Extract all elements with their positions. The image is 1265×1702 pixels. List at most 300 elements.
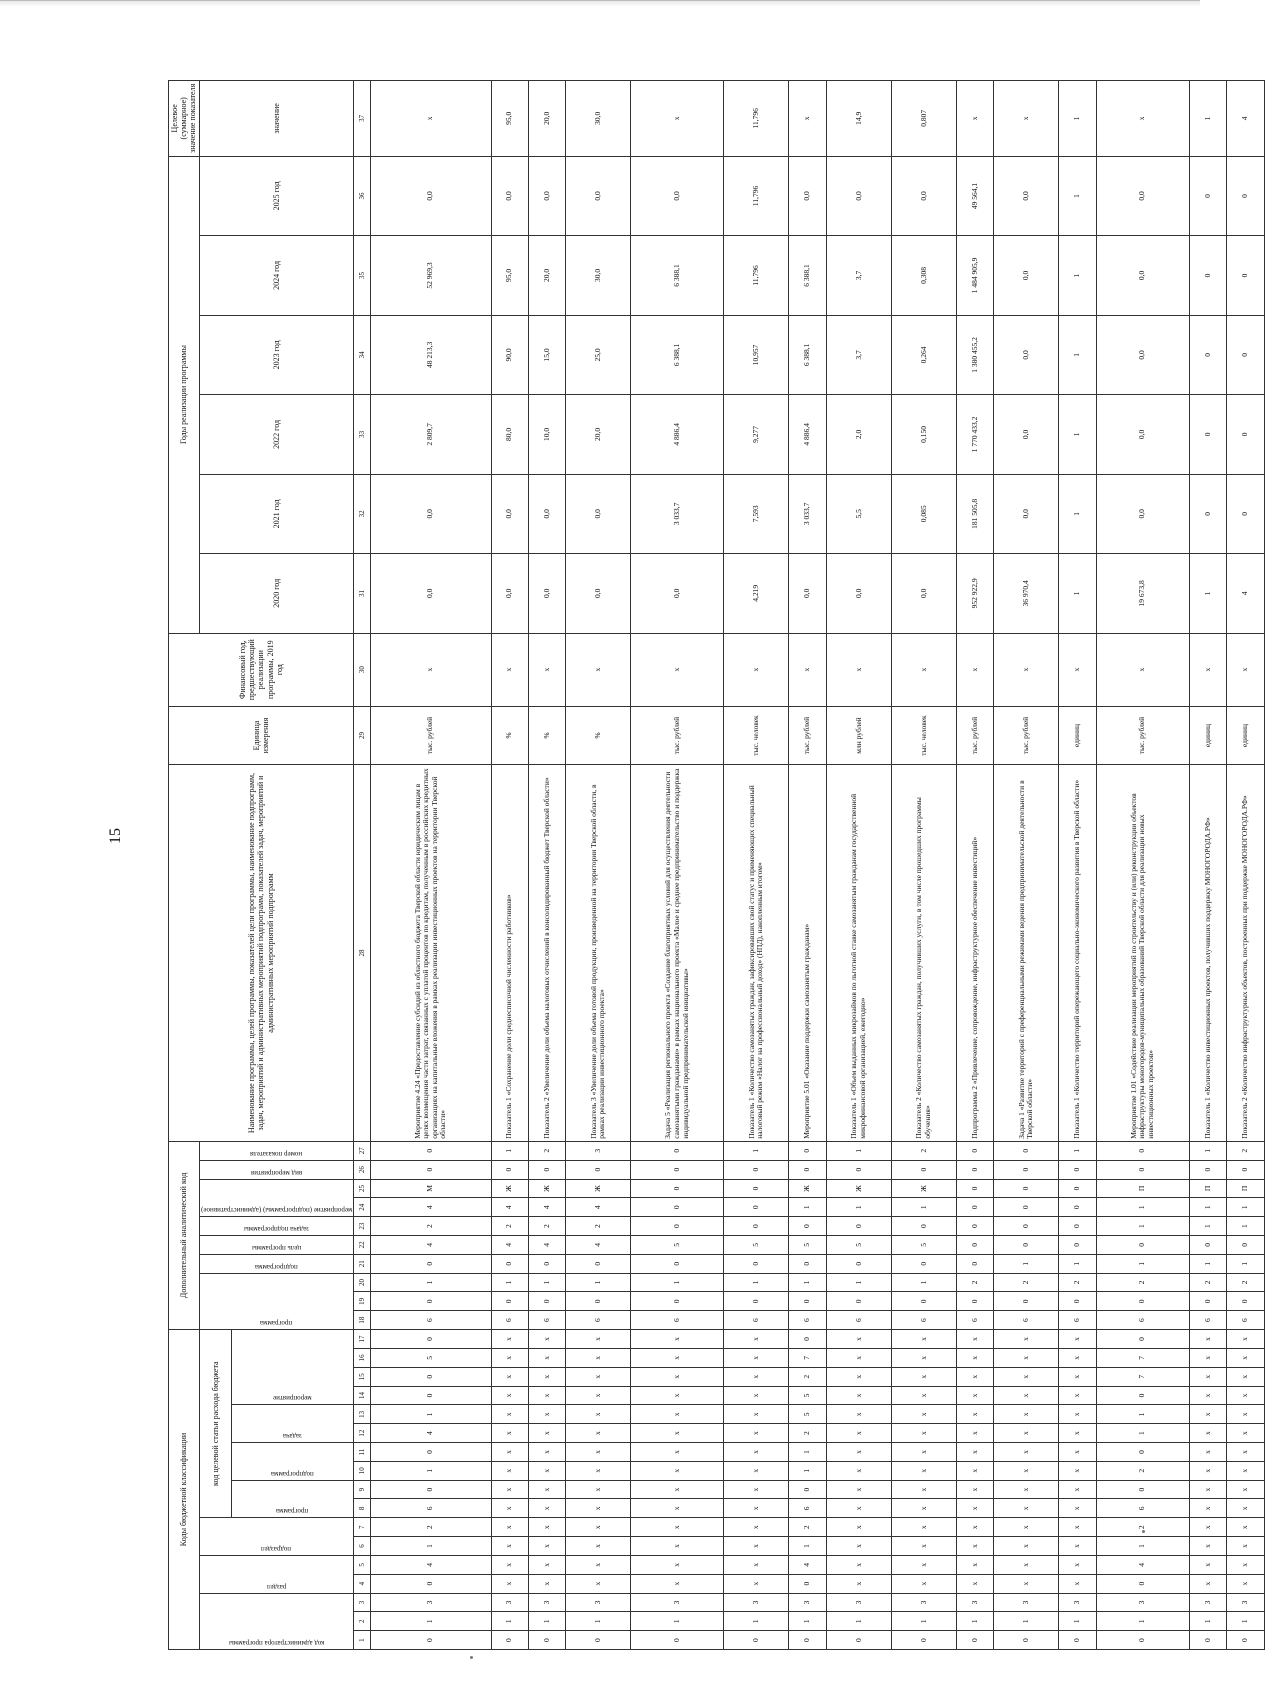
code-cell: 5 (891, 1235, 956, 1254)
code-cell: 1 (789, 1461, 826, 1480)
header-section: раздел (199, 1555, 353, 1593)
code-cell: 1 (994, 1254, 1059, 1273)
year-value: 4 886,4 (789, 395, 826, 474)
code-cell: х (491, 1424, 528, 1443)
year-value: 0,0 (491, 554, 528, 633)
code-cell: х (528, 1405, 565, 1424)
code-cell: Ж (826, 1179, 891, 1198)
code-cell: 0 (631, 1198, 724, 1217)
code-cell: 1 (1227, 1198, 1264, 1217)
row-base-year: х (1059, 633, 1096, 706)
header-activity: мероприятие (232, 1330, 354, 1405)
year-value: 0,0 (528, 554, 565, 633)
table-row (371, 81, 492, 1650)
header-admin: код администратора программы (199, 1593, 353, 1649)
code-cell: 0 (631, 1141, 724, 1160)
code-cell: 1 (891, 1612, 956, 1631)
code-cell: 5 (631, 1235, 724, 1254)
code-cell: х (1059, 1330, 1096, 1349)
row-name: Показатель 1 «Сохранение доли среднесписочной численности работников» (491, 765, 528, 1141)
code-cell: х (994, 1574, 1059, 1593)
year-value: 0,0 (528, 474, 565, 553)
row-target-value: 0,807 (891, 81, 956, 157)
row-target-value: х (789, 81, 826, 157)
code-cell: 0 (1227, 1160, 1264, 1179)
year-value: 1 (1059, 554, 1096, 633)
year-value: 0,0 (371, 474, 492, 553)
year-value: 0,0 (1096, 156, 1189, 236)
code-cell: 1 (826, 1273, 891, 1292)
code-cell: 0 (789, 1631, 826, 1650)
table-row (631, 81, 724, 1650)
year-value: 0,308 (891, 236, 956, 315)
code-cell: Ж (789, 1179, 826, 1198)
code-cell: 0 (631, 1179, 724, 1198)
code-cell: 0 (371, 1574, 492, 1593)
header-target-article: код целевой статьи расхода бюджета (199, 1330, 231, 1518)
code-cell: х (724, 1480, 789, 1499)
code-cell: х (1059, 1480, 1096, 1499)
code-cell: 4 (371, 1424, 492, 1443)
code-cell: 4 (528, 1235, 565, 1254)
table-row (1227, 81, 1264, 1650)
header-target-value: значение (199, 81, 353, 157)
code-cell: 0 (789, 1480, 826, 1499)
row-target-value: 20,0 (528, 81, 565, 157)
code-cell: 0 (724, 1292, 789, 1311)
table-row (994, 81, 1059, 1650)
code-cell: х (528, 1443, 565, 1462)
year-value: 0,0 (1096, 474, 1189, 553)
year-value: 0 (1189, 156, 1226, 236)
code-cell: 1 (1189, 1198, 1226, 1217)
year-value: 181 505,8 (957, 474, 994, 553)
code-cell: 3 (1189, 1593, 1226, 1612)
code-cell: 0 (1059, 1235, 1096, 1254)
code-cell: 0 (1096, 1480, 1189, 1499)
code-cell: 2 (1227, 1141, 1264, 1160)
code-cell: 6 (491, 1311, 528, 1330)
code-cell: х (724, 1405, 789, 1424)
year-value: 6 388,1 (631, 315, 724, 394)
code-cell: х (631, 1461, 724, 1480)
code-cell: 0 (994, 1198, 1059, 1217)
row-unit: единиц (1059, 706, 1096, 765)
code-cell: х (1059, 1349, 1096, 1368)
code-cell: х (994, 1518, 1059, 1537)
code-cell: 3 (528, 1593, 565, 1612)
code-cell: х (994, 1330, 1059, 1349)
row-name: Показатель 2 «Количество самозанятых граждан, получивших услуги, в том числе прошедших программы обучения» (891, 765, 956, 1141)
code-cell: 1 (789, 1198, 826, 1217)
code-cell: 0 (994, 1292, 1059, 1311)
code-cell: х (491, 1386, 528, 1405)
code-cell: х (891, 1443, 956, 1462)
code-cell: Ж (566, 1179, 631, 1198)
code-cell: х (491, 1330, 528, 1349)
code-cell: х (994, 1349, 1059, 1368)
row-unit: тыс. рублей (631, 706, 724, 765)
column-number: 12 (354, 1424, 371, 1443)
column-number: 16 (354, 1349, 371, 1368)
code-cell: х (1189, 1518, 1226, 1537)
row-name: Показатель 3 «Увеличение доли объема готовой продукции, произведенной на территории Тверской области, в рамках реализации инвестиционного проекта» (566, 765, 631, 1141)
code-cell: 0 (371, 1292, 492, 1311)
code-cell: 2 (1227, 1273, 1264, 1292)
header-program-n: программа (199, 1273, 353, 1329)
code-cell: х (1227, 1330, 1264, 1349)
header-activity-type: вид мероприятия (199, 1160, 353, 1179)
code-cell: 1 (1059, 1141, 1096, 1160)
code-cell: 0 (789, 1141, 826, 1160)
column-number: 4 (354, 1574, 371, 1593)
column-number: 36 (354, 156, 371, 236)
code-cell: 0 (371, 1480, 492, 1499)
code-cell: 0 (1227, 1631, 1264, 1650)
code-cell: х (994, 1537, 1059, 1556)
column-number: 1 (354, 1631, 371, 1650)
code-cell: 3 (371, 1593, 492, 1612)
code-cell: 0 (566, 1160, 631, 1179)
row-target-value: 1 (1189, 81, 1226, 157)
code-cell: х (724, 1499, 789, 1518)
code-cell: 4 (371, 1198, 492, 1217)
code-cell: 0 (789, 1160, 826, 1179)
code-cell: х (528, 1537, 565, 1556)
code-cell: 1 (566, 1273, 631, 1292)
code-cell: х (631, 1555, 724, 1574)
code-cell: 0 (957, 1254, 994, 1273)
header-year-2021: 2021 год (199, 474, 353, 553)
code-cell: 6 (631, 1311, 724, 1330)
code-cell: 2 (1189, 1273, 1226, 1292)
row-unit: % (491, 706, 528, 765)
code-cell: х (1059, 1461, 1096, 1480)
table-row (528, 81, 565, 1650)
code-cell: х (491, 1499, 528, 1518)
year-value: 0 (1189, 395, 1226, 474)
code-cell: х (994, 1555, 1059, 1574)
code-cell: х (566, 1537, 631, 1556)
code-cell: х (566, 1405, 631, 1424)
code-cell: 1 (631, 1612, 724, 1631)
code-cell: 2 (891, 1141, 956, 1160)
header-year-2023: 2023 год (199, 315, 353, 394)
code-cell: 0 (994, 1217, 1059, 1236)
header-year-2024: 2024 год (199, 236, 353, 315)
code-cell: х (528, 1555, 565, 1574)
row-target-value: 11,796 (724, 81, 789, 157)
column-number: 29 (354, 706, 371, 765)
code-cell: х (891, 1405, 956, 1424)
column-number: 35 (354, 236, 371, 315)
code-cell: 0 (1059, 1217, 1096, 1236)
header-task-n: цель программы (199, 1235, 353, 1254)
code-cell: 7 (789, 1349, 826, 1368)
row-target-value: х (994, 81, 1059, 157)
code-cell: 2 (1059, 1273, 1096, 1292)
code-cell: 6 (566, 1311, 631, 1330)
year-value: 6 388,1 (631, 236, 724, 315)
header-name: Наименование программы, целей программы, показателей цели программы, наименование подпрограмм, задач, мероприятий и административных мероприятий подпрограмм, показателей задач, мероприятий и административных мероприятий подпрограмм (169, 765, 354, 1141)
code-cell: х (826, 1443, 891, 1462)
code-cell: х (891, 1330, 956, 1349)
year-value: 0 (1189, 474, 1226, 553)
column-number: 24 (354, 1198, 371, 1217)
code-cell: х (1227, 1461, 1264, 1480)
code-cell: х (1227, 1367, 1264, 1386)
code-cell: 0 (1059, 1631, 1096, 1650)
code-cell: х (1227, 1518, 1264, 1537)
code-cell: х (528, 1424, 565, 1443)
code-cell: х (631, 1330, 724, 1349)
row-target-value: 4 (1227, 81, 1264, 157)
code-cell: х (826, 1518, 891, 1537)
code-cell: 0 (957, 1141, 994, 1160)
row-name: Показатель 1 «Количество инвестиционных проектов, получивших поддержку МОНОГОРОДА.РФ» (1189, 765, 1226, 1141)
code-cell: 0 (789, 1254, 826, 1273)
code-cell: 0 (957, 1292, 994, 1311)
code-cell: х (891, 1574, 956, 1593)
header-codes-budget: Коды бюджетной классификации (169, 1330, 200, 1650)
code-cell: 1 (826, 1141, 891, 1160)
row-base-year: х (1096, 633, 1189, 706)
code-cell: 1 (724, 1273, 789, 1292)
year-value: 1 (1059, 236, 1096, 315)
code-cell: х (631, 1443, 724, 1462)
row-base-year: х (1189, 633, 1226, 706)
code-cell: 1 (1096, 1405, 1189, 1424)
column-number: 6 (354, 1537, 371, 1556)
code-cell: х (1227, 1480, 1264, 1499)
code-cell: х (1189, 1461, 1226, 1480)
code-cell: 1 (1189, 1254, 1226, 1273)
code-cell: х (631, 1424, 724, 1443)
code-cell: х (566, 1330, 631, 1349)
year-value: 1 (1059, 474, 1096, 553)
code-cell: 0 (994, 1631, 1059, 1650)
year-value: 0,0 (994, 315, 1059, 394)
year-value: 0 (1227, 315, 1264, 394)
code-cell: х (566, 1386, 631, 1405)
code-cell: х (957, 1518, 994, 1537)
code-cell: х (491, 1461, 528, 1480)
row-unit: тыс. рублей (789, 706, 826, 765)
code-cell: 1 (491, 1141, 528, 1160)
code-cell: 3 (789, 1593, 826, 1612)
year-value: 7,593 (724, 474, 789, 553)
code-cell: 6 (724, 1311, 789, 1330)
column-number: 11 (354, 1443, 371, 1462)
code-cell: 0 (789, 1574, 826, 1593)
code-cell: х (566, 1480, 631, 1499)
row-base-year: х (491, 633, 528, 706)
code-cell: х (1189, 1537, 1226, 1556)
code-cell: х (891, 1499, 956, 1518)
header-task: задача (232, 1405, 354, 1443)
year-value: 1 770 433,2 (957, 395, 994, 474)
code-cell: х (566, 1349, 631, 1368)
row-unit: млн рублей (826, 706, 891, 765)
code-cell: х (957, 1555, 994, 1574)
code-cell: 0 (1096, 1235, 1189, 1254)
code-cell: 1 (566, 1612, 631, 1631)
code-cell: 1 (891, 1198, 956, 1217)
table-row (826, 81, 891, 1650)
code-cell: 0 (994, 1141, 1059, 1160)
row-unit: тыс. рублей (1096, 706, 1189, 765)
year-value: 0,0 (566, 554, 631, 633)
code-cell: х (826, 1330, 891, 1349)
code-cell: 6 (957, 1311, 994, 1330)
code-cell: 4 (491, 1198, 528, 1217)
code-cell: 3 (566, 1141, 631, 1160)
code-cell: 1 (891, 1273, 956, 1292)
year-value: 2,0 (826, 395, 891, 474)
year-value: 4 (1227, 554, 1264, 633)
column-number: 34 (354, 315, 371, 394)
header-activity-n: мероприятие (подпрограммы) (административное) (199, 1179, 353, 1217)
column-number: 14 (354, 1386, 371, 1405)
header-years-group: Годы реализации программы (169, 156, 200, 633)
code-cell: х (566, 1518, 631, 1537)
year-value: 2 809,7 (371, 395, 492, 474)
year-value: 0,0 (789, 156, 826, 236)
code-cell: х (528, 1461, 565, 1480)
code-cell: 2 (789, 1367, 826, 1386)
code-cell: х (1059, 1367, 1096, 1386)
code-cell: х (826, 1537, 891, 1556)
code-cell: х (491, 1574, 528, 1593)
code-cell: 6 (1059, 1311, 1096, 1330)
row-base-year: х (826, 633, 891, 706)
code-cell: 0 (891, 1160, 956, 1179)
code-cell: х (1189, 1499, 1226, 1518)
code-cell: 2 (957, 1273, 994, 1292)
code-cell: х (724, 1555, 789, 1574)
column-number: 32 (354, 474, 371, 553)
code-cell: 3 (957, 1593, 994, 1612)
code-cell: х (994, 1499, 1059, 1518)
code-cell: х (891, 1461, 956, 1480)
year-value: 5,5 (826, 474, 891, 553)
code-cell: 0 (789, 1330, 826, 1349)
code-cell: Ж (891, 1179, 956, 1198)
code-cell: х (891, 1518, 956, 1537)
code-cell: х (1189, 1480, 1226, 1499)
year-value: 0,0 (631, 156, 724, 236)
column-number: 15 (354, 1367, 371, 1386)
code-cell: 1 (1059, 1254, 1096, 1273)
code-cell: 3 (1096, 1593, 1189, 1612)
year-value: 0 (1189, 315, 1226, 394)
code-cell: 5 (826, 1235, 891, 1254)
code-cell: 0 (1096, 1386, 1189, 1405)
year-value: 0,0 (789, 554, 826, 633)
year-value: 20,0 (566, 395, 631, 474)
row-name: Мероприятие 4.24 «Предоставление субсидий из областного бюджета Тверской области юридическим лицам в целях возмещения части затрат, связанных с уплатой процентов по кредитам, полученным в российских кредитных организациях на капитальные вложения в рамках реализации инвестиционных проектов на территории Тверской области» (371, 765, 492, 1141)
year-value: 0,0 (826, 554, 891, 633)
code-cell: х (891, 1555, 956, 1574)
code-cell: х (491, 1518, 528, 1537)
code-cell: х (957, 1367, 994, 1386)
code-cell: 0 (371, 1367, 492, 1386)
header-year-2022: 2022 год (199, 395, 353, 474)
code-cell: 0 (491, 1631, 528, 1650)
column-number: 23 (354, 1217, 371, 1236)
table-row (1059, 81, 1096, 1650)
table-row (957, 81, 994, 1650)
code-cell: 2 (528, 1217, 565, 1236)
code-cell: 0 (1189, 1160, 1226, 1179)
code-cell: 0 (724, 1254, 789, 1273)
code-cell: 0 (1227, 1235, 1264, 1254)
code-cell: 0 (994, 1179, 1059, 1198)
code-cell: П (1096, 1179, 1189, 1198)
year-value: 9,277 (724, 395, 789, 474)
code-cell: 6 (891, 1311, 956, 1330)
code-cell: 0 (957, 1631, 994, 1650)
code-cell: х (724, 1330, 789, 1349)
code-cell: 1 (371, 1612, 492, 1631)
code-cell: х (1227, 1499, 1264, 1518)
year-value: 11,796 (724, 236, 789, 315)
year-value: 48 213,3 (371, 315, 492, 394)
row-base-year: х (891, 633, 956, 706)
code-cell: 6 (1189, 1311, 1226, 1330)
year-value: 1 484 905,9 (957, 236, 994, 315)
year-value: 0,0 (994, 156, 1059, 236)
code-cell: 0 (566, 1254, 631, 1273)
code-cell: х (994, 1480, 1059, 1499)
code-cell: 1 (826, 1612, 891, 1631)
year-value: 0,150 (891, 395, 956, 474)
code-cell: 6 (528, 1311, 565, 1330)
row-unit: тыс. человек (891, 706, 956, 765)
code-cell: х (1227, 1443, 1264, 1462)
code-cell: х (957, 1499, 994, 1518)
column-number: 37 (354, 81, 371, 157)
code-cell: 0 (724, 1198, 789, 1217)
row-name: Мероприятие 1.01 «Содействие реализации мероприятий по строительству и (или) реконструкции объектов инфраструктуры моногородов-муниципальных образований Тверской области для реализации новых инвестиционных проектов» (1096, 765, 1189, 1141)
code-cell: х (1189, 1443, 1226, 1462)
year-value: 15,0 (528, 315, 565, 394)
year-value: 0,0 (491, 474, 528, 553)
code-cell: х (566, 1461, 631, 1480)
header-fin-year: Финансовый год, предшествующий реализации программы, 2019 год (169, 633, 354, 706)
code-cell: х (1059, 1499, 1096, 1518)
code-cell: 6 (789, 1499, 826, 1518)
row-unit: тыс. рублей (994, 706, 1059, 765)
code-cell: х (1189, 1424, 1226, 1443)
code-cell: х (957, 1537, 994, 1556)
code-cell: 0 (826, 1217, 891, 1236)
row-unit: тыс. рублей (371, 706, 492, 765)
code-cell: х (528, 1480, 565, 1499)
code-cell: 3 (826, 1593, 891, 1612)
year-value: 36 970,4 (994, 554, 1059, 633)
code-cell: х (994, 1461, 1059, 1480)
code-cell: х (631, 1499, 724, 1518)
code-cell: х (826, 1386, 891, 1405)
header-additional: Дополнительный аналитический код (169, 1141, 200, 1329)
code-cell: 4 (371, 1555, 492, 1574)
row-base-year: х (789, 633, 826, 706)
code-cell: 6 (1096, 1311, 1189, 1330)
table-body (371, 81, 1265, 1650)
table-row (1096, 81, 1189, 1650)
code-cell: 0 (528, 1292, 565, 1311)
